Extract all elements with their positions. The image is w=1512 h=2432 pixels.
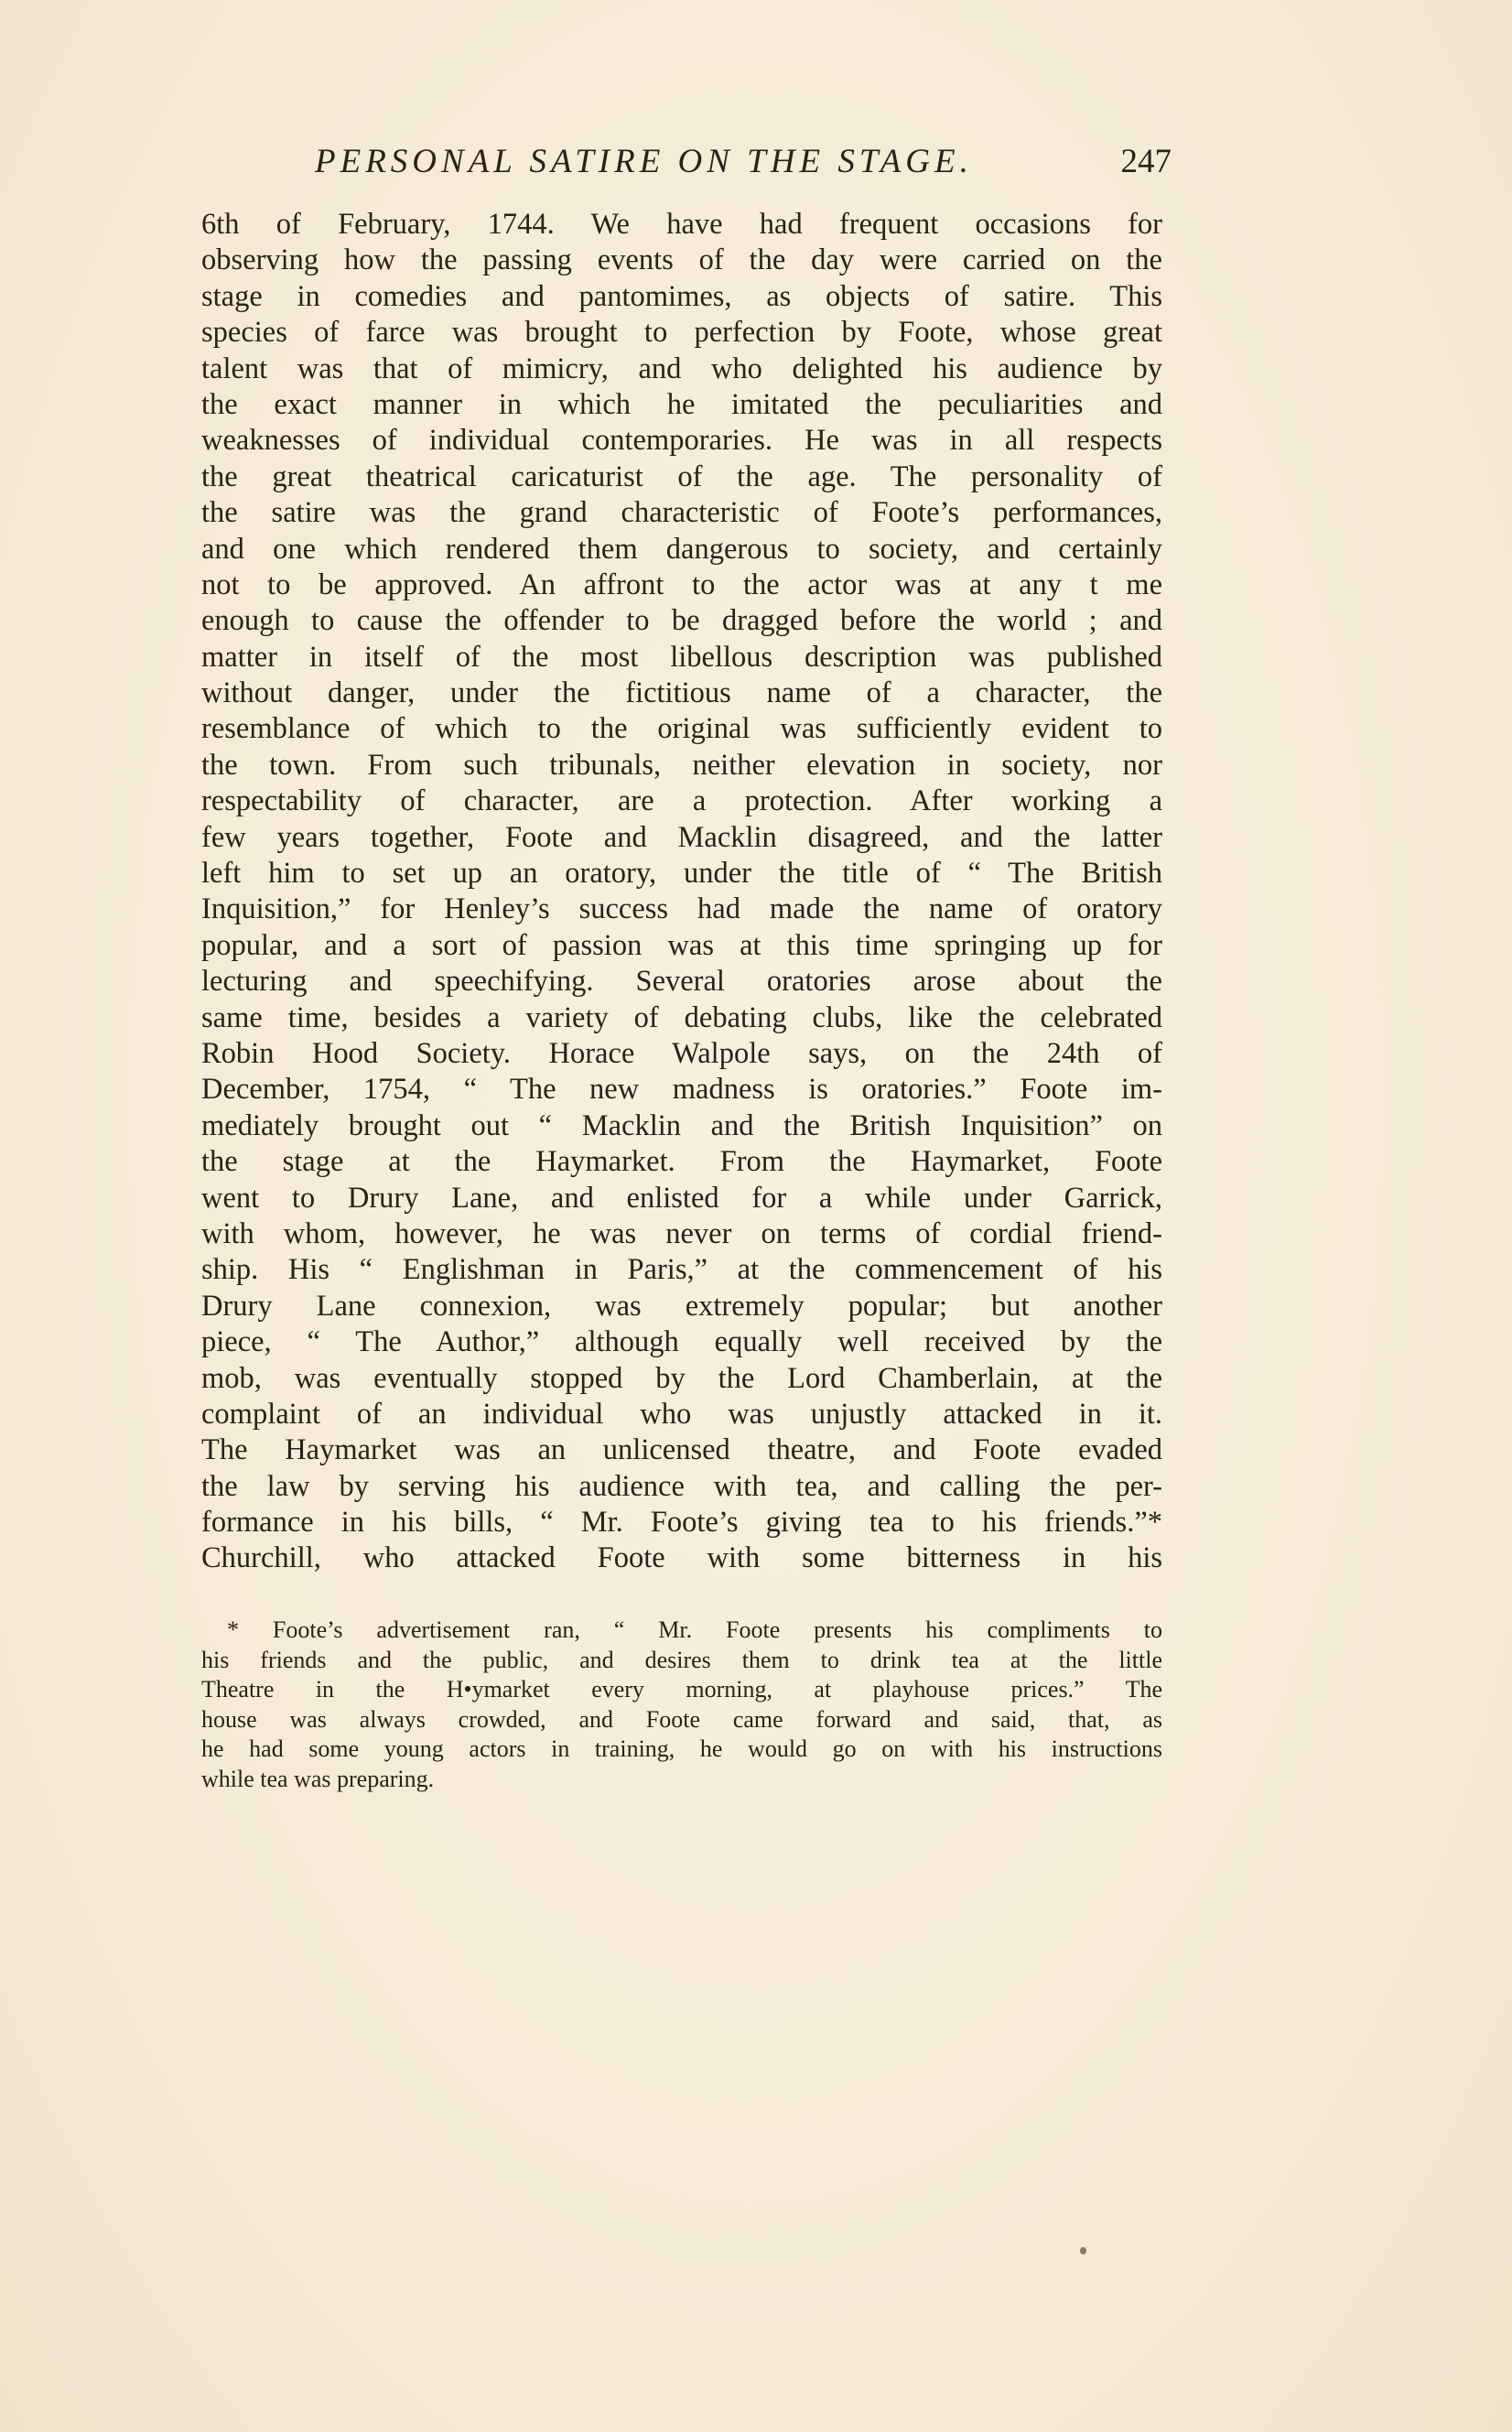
text-line: the town. From such tribunals, neither elevation in society, nor	[201, 748, 1162, 782]
text-line: few years together, Foote and Macklin disagreed, and the latter	[201, 820, 1162, 854]
text-line: weaknesses of individual contemporaries. He was in all respects	[201, 424, 1162, 458]
text-line: and one which rendered them dangerous to society, and certainly	[201, 532, 1162, 566]
text-line: 6th of February, 1744. We have had frequent occasions for	[201, 208, 1162, 241]
text-line: went to Drury Lane, and enlisted for a while under Garrick,	[201, 1181, 1162, 1215]
text-line: without danger, under the fictitious name of a character, the	[201, 676, 1162, 710]
footnote-line: while tea was preparing.	[201, 1765, 435, 1792]
text-line: Robin Hood Society. Horace Walpole says, on the 24th of	[201, 1036, 1162, 1070]
running-head	[201, 139, 1172, 185]
text-line: the law by serving his audience with tea, and calling the per-	[201, 1469, 1162, 1503]
text-line: mediately brought out “ Macklin and the British Inquisition” on	[201, 1108, 1162, 1142]
text-line: talent was that of mimicry, and who delighted his audience by	[201, 351, 1162, 385]
footnote-line: Theatre in the H•ymarket every morning, at playhouse prices.” The	[201, 1676, 1162, 1702]
text-line: the great theatrical caricaturist of the age. The personality of	[201, 459, 1162, 493]
text-line: respectability of character, are a protection. After working a	[201, 784, 1162, 818]
text-line: resemblance of which to the original was sufficiently evident to	[201, 712, 1162, 746]
text-line: enough to cause the offender to be dragged before the world ; and	[201, 604, 1162, 638]
text-line: matter in itself of the most libellous description was published	[201, 640, 1162, 674]
footnote-line: he had some young actors in training, he would go on with his instructions	[201, 1735, 1162, 1762]
text-line: ship. His “ Englishman in Paris,” at the commencement of his	[201, 1253, 1162, 1287]
text-line: the satire was the grand characteristic of Foote’s performances,	[201, 496, 1162, 530]
footnote	[201, 1616, 1162, 1794]
ink-speck	[1080, 2247, 1086, 2254]
text-line: Churchill, who attacked Foote with some bitterness in his	[201, 1541, 1162, 1575]
text-line: piece, “ The Author,” although equally well received by the	[201, 1325, 1162, 1359]
footnote-line: * Foote’s advertisement ran, “ Mr. Foote presents his compliments to	[227, 1616, 1162, 1643]
text-line: mob, was eventually stopped by the Lord Chamberlain, at the	[201, 1361, 1162, 1395]
text-line: stage in comedies and pantomimes, as objects of satire. This	[201, 279, 1162, 313]
text-line: popular, and a sort of passion was at this time springing up for	[201, 928, 1162, 962]
text-line: not to be approved. An affront to the actor was at any t me	[201, 567, 1162, 601]
text-line: Drury Lane connexion, was extremely popular; but another	[201, 1289, 1162, 1323]
text-line: complaint of an individual who was unjustly attacked in it.	[201, 1397, 1162, 1431]
page-number: 247	[1120, 143, 1172, 180]
text-line: The Haymarket was an unlicensed theatre, and Foote evaded	[201, 1433, 1162, 1467]
text-line: same time, besides a variety of debating clubs, like the celebrated	[201, 1000, 1162, 1034]
text-line: with whom, however, he was never on terms of cordial friend-	[201, 1216, 1162, 1250]
text-line: species of farce was brought to perfection by Foote, whose great	[201, 316, 1162, 350]
text-line: the exact manner in which he imitated the peculiarities and	[201, 387, 1162, 421]
body-text	[201, 207, 1162, 1577]
text-line: left him to set up an oratory, under the title of “ The British	[201, 857, 1162, 891]
text-line: December, 1754, “ The new madness is oratories.” Foote im-	[201, 1073, 1162, 1107]
footnote-line: house was always crowded, and Foote came forward and said, that, as	[201, 1705, 1162, 1733]
text-line: the stage at the Haymarket. From the Haymarket, Foote	[201, 1145, 1162, 1179]
running-title: PERSONAL SATIRE ON THE STAGE.	[315, 143, 973, 180]
footnote-line: his friends and the public, and desires them to drink tea at the little	[201, 1646, 1162, 1673]
text-line: Inquisition,” for Henley’s success had made the name of oratory	[201, 892, 1162, 926]
text-line: observing how the passing events of the day were carried on the	[201, 243, 1162, 277]
text-line: formance in his bills, “ Mr. Foote’s giving tea to his friends.”*	[201, 1506, 1162, 1540]
text-line: lecturing and speechifying. Several oratories arose about the	[201, 965, 1162, 999]
